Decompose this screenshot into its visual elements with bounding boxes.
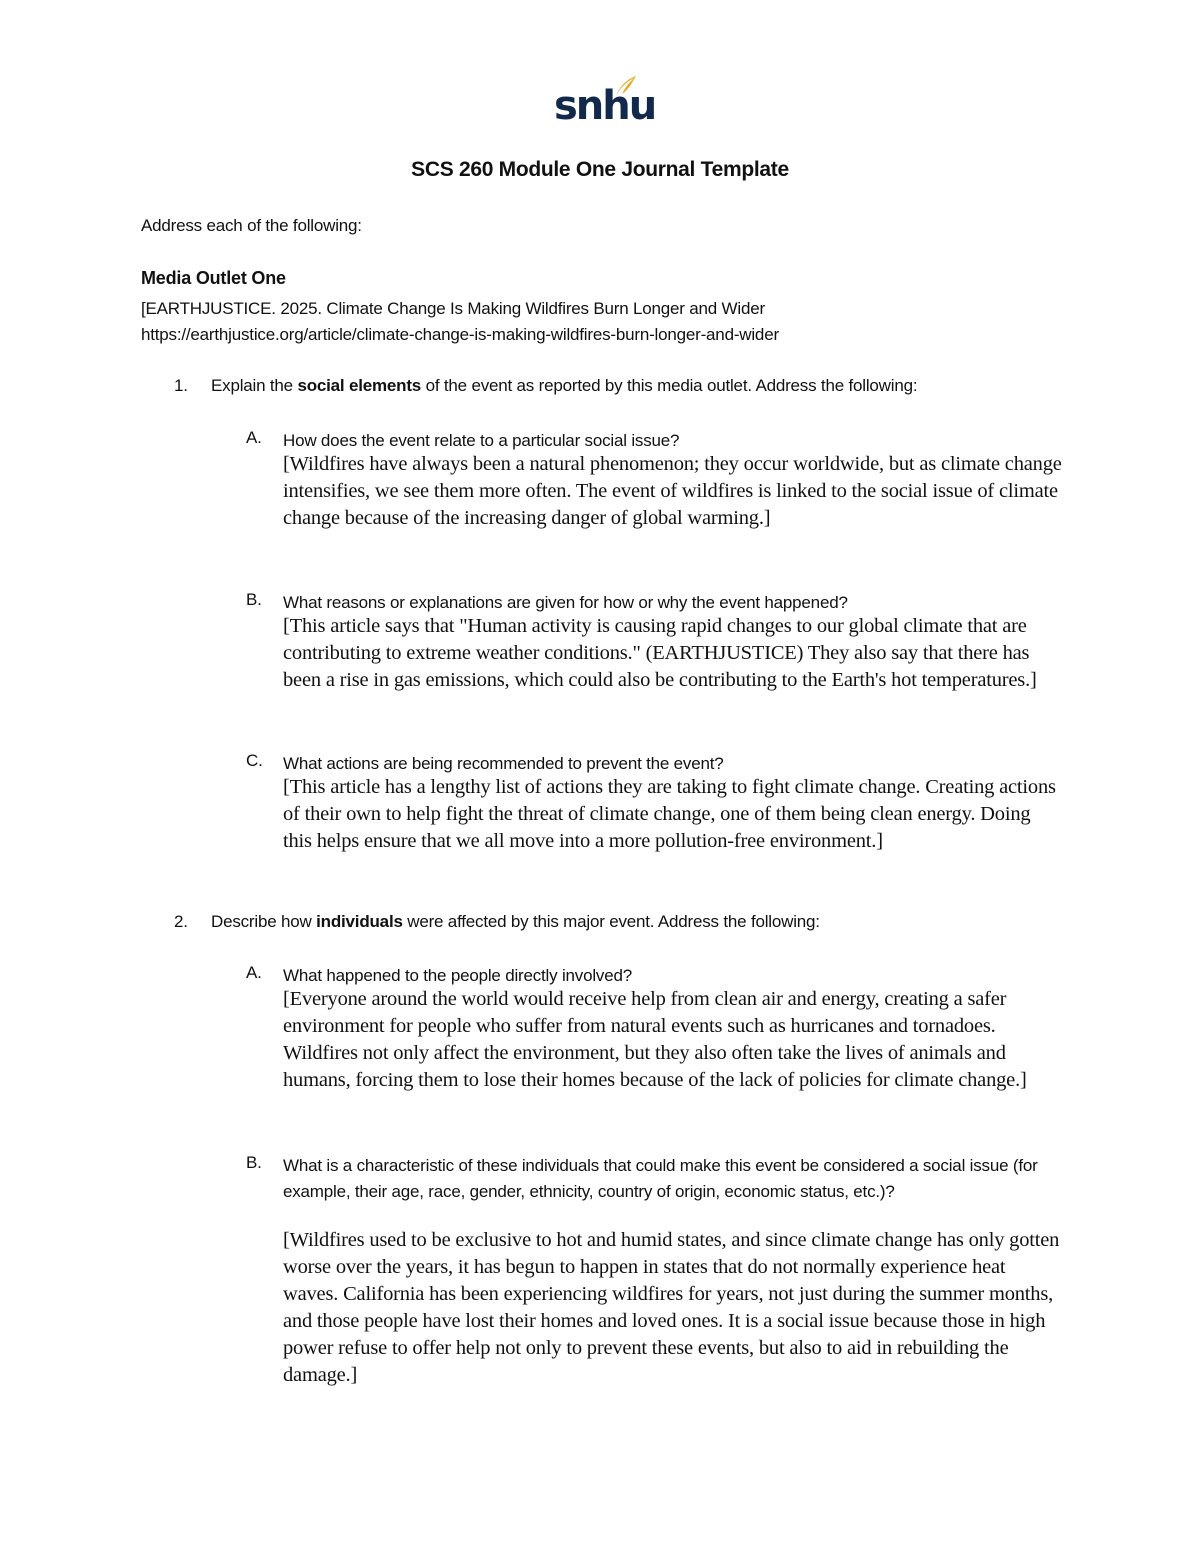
section-1-prompt: [211, 376, 1091, 396]
answer-2a: [Everyone around the world would receive help from clean air and energy, creating a safer environment for people who suffer from natural events such as hurricanes and tornadoes. Wildfires not only affect the environment, but they also often take the lives of animals and humans, forcing them to lose their homes because of the lack of policies for climate change.]: [283, 988, 1027, 1091]
question-2a: What happened to the people directly involved?: [283, 966, 632, 985]
section-2-prompt: [211, 912, 1091, 932]
question-letter: C.: [246, 751, 263, 770]
answer-2b: [Wildfires used to be exclusive to hot and humid states, and since climate change has only gotten worse over the years, it has begun to happen in states that do not normally experience heat waves. California has been experiencing wildfires for years, not just during the summer months, and those people have lost their homes and loved ones. It is a social issue because those in high power refuse to offer help not only to prevent these events, but also to aid in rebuilding the damage.]: [283, 1229, 1060, 1386]
logo-wordmark: snhu: [554, 83, 656, 129]
section-1-number: 1.: [174, 376, 188, 395]
prompt-text: Explain the: [211, 376, 298, 395]
answer-1c: [This article has a lengthy list of actions they are taking to fight climate change. Creating actions of their own to help fight the threat of climate change, one of them being clean energy. Doing this helps ensure that we all move into a more pollution-free environment.]: [283, 776, 1056, 852]
question-letter: B.: [246, 590, 262, 609]
question-1c: What actions are being recommended to prevent the event?: [283, 754, 724, 773]
question-1b: What reasons or explanations are given for how or why the event happened?: [283, 593, 848, 612]
intro-text: Address each of the following:: [141, 216, 362, 235]
question-1a: How does the event relate to a particular social issue?: [283, 431, 680, 450]
citation-line-1: [EARTHJUSTICE. 2025. Climate Change Is Making Wildfires Burn Longer and Wider: [141, 299, 765, 318]
question-letter: A.: [246, 428, 262, 447]
answer-1b: [This article says that "Human activity is causing rapid changes to our global climate that are contributing to extreme weather conditions." (EARTHJUSTICE) They also say that there has been a rise in gas emissions, which could also be contributing to the Earth's hot temperatures.]: [283, 615, 1037, 691]
snhu-logo: [554, 72, 656, 134]
prompt-text: of the event as reported by this media outlet. Address the following:: [421, 376, 918, 395]
citation-line-2: https://earthjustice.org/article/climate-change-is-making-wildfires-burn-longer-and-wider: [141, 325, 779, 344]
question-2b: What is a characteristic of these individuals that could make this event be considered a social issue (for example, their age, race, gender, ethnicity, country of origin, economic status, etc.)?: [283, 1156, 1038, 1201]
prompt-text: Describe how: [211, 912, 317, 931]
section-2-number: 2.: [174, 912, 188, 931]
prompt-text: were affected by this major event. Address the following:: [402, 912, 820, 931]
question-letter: A.: [246, 963, 262, 982]
page-title: SCS 260 Module One Journal Template: [411, 158, 789, 181]
prompt-emphasis: social elements: [297, 376, 422, 395]
answer-1a: [Wildfires have always been a natural phenomenon; they occur worldwide, but as climate change intensifies, we see them more often. The event of wildfires is linked to the social issue of climate change because of the increasing danger of global warming.]: [283, 453, 1062, 529]
question-letter: B.: [246, 1153, 262, 1172]
citation: [141, 296, 779, 348]
media-outlet-heading: Media Outlet One: [141, 268, 286, 288]
prompt-emphasis: individuals: [316, 912, 403, 931]
